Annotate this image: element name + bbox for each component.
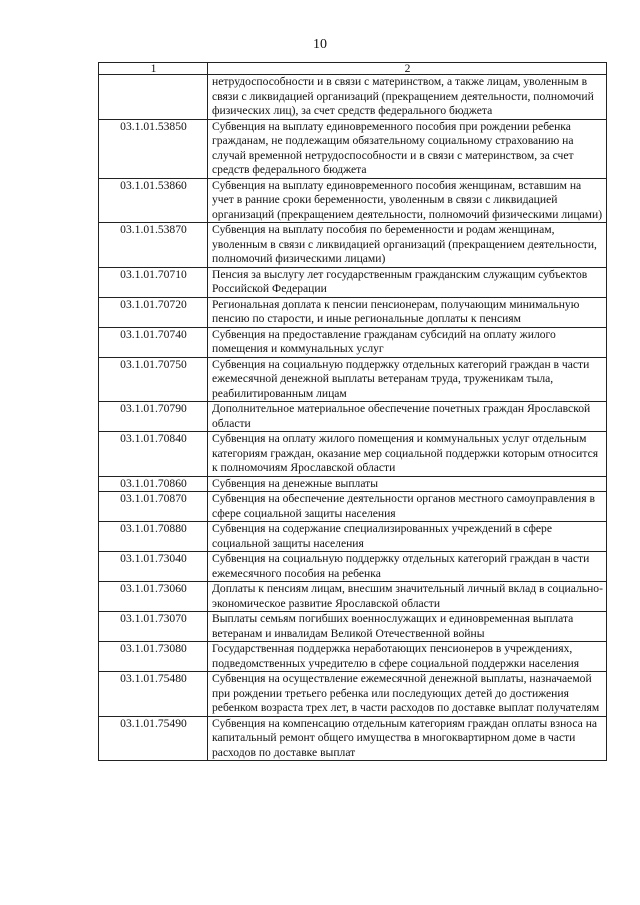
row-description: Субвенция на социальную поддержку отдельных категорий граждан в части ежемесячной денежной выплаты ветеранам труда, труженикам тыла, реабилитированным лицам (208, 357, 607, 402)
row-code: 03.1.01.53870 (99, 223, 208, 268)
row-description: Субвенция на выплату единовременного пособия женщинам, вставшим на учет в ранние сроки беременности, уволенным в связи с ликвидацией организаций (прекращением деятельности, полномочий физическими лицами) (208, 178, 607, 223)
row-code: 03.1.01.70720 (99, 297, 208, 327)
row-description: Субвенция на компенсацию отдельным категориям граждан оплаты взноса на капитальный ремонт общего имущества в многоквартирном доме в части расходов по доставке выплат (208, 716, 607, 761)
table-row (99, 357, 607, 402)
row-description: Государственная поддержка неработающих пенсионеров в учреждениях, подведомственных учредителю в сфере социальной поддержки населения (208, 642, 607, 672)
table-row (99, 522, 607, 552)
row-code: 03.1.01.75480 (99, 672, 208, 717)
row-code: 03.1.01.73040 (99, 552, 208, 582)
row-description: Субвенция на социальную поддержку отдельных категорий граждан в части ежемесячного пособия на ребенка (208, 552, 607, 582)
table-row (99, 432, 607, 477)
table-row (99, 119, 607, 178)
column-header-description: 2 (208, 63, 607, 75)
row-code: 03.1.01.73060 (99, 582, 208, 612)
table-row (99, 612, 607, 642)
row-code: 03.1.01.70750 (99, 357, 208, 402)
table-row (99, 476, 607, 492)
table-header-row (99, 63, 607, 75)
budget-classification-table (98, 62, 607, 761)
row-description: Региональная доплата к пенсии пенсионерам, получающим минимальную пенсию по старости, и иные региональные доплаты к пенсиям (208, 297, 607, 327)
table-row (99, 492, 607, 522)
table-row (99, 672, 607, 717)
row-code: 03.1.01.70860 (99, 476, 208, 492)
table-row (99, 552, 607, 582)
row-code: 03.1.01.73080 (99, 642, 208, 672)
column-header-code: 1 (99, 63, 208, 75)
row-code: 03.1.01.70710 (99, 267, 208, 297)
row-code: 03.1.01.73070 (99, 612, 208, 642)
row-description: Субвенция на осуществление ежемесячной денежной выплаты, назначаемой при рождении третьего ребенка или последующих детей до достижения ребенком возраста трех лет, в части расходов по доставке выплат получателям (208, 672, 607, 717)
row-description: Доплаты к пенсиям лицам, внесшим значительный личный вклад в социально-экономическое развитие Ярославской области (208, 582, 607, 612)
table-row (99, 402, 607, 432)
row-code (99, 75, 208, 120)
row-code: 03.1.01.53850 (99, 119, 208, 178)
row-code: 03.1.01.70870 (99, 492, 208, 522)
row-code: 03.1.01.75490 (99, 716, 208, 761)
row-code: 03.1.01.70790 (99, 402, 208, 432)
table-row (99, 178, 607, 223)
table-row (99, 716, 607, 761)
table-row (99, 642, 607, 672)
row-description: Субвенция на содержание специализированных учреждений в сфере социальной защиты населения (208, 522, 607, 552)
table-row (99, 297, 607, 327)
row-code: 03.1.01.70740 (99, 327, 208, 357)
row-code: 03.1.01.53860 (99, 178, 208, 223)
row-description: нетрудоспособности и в связи с материнством, а также лицам, уволенным в связи с ликвидацией организаций (прекращением деятельности, полномочий физических лиц), за счет средств федерального бюджета (208, 75, 607, 120)
row-description: Субвенция на выплату пособия по беременности и родам женщинам, уволенным в связи с ликвидацией организаций (прекращением деятельности, полномочий физическими лицами) (208, 223, 607, 268)
table-row (99, 267, 607, 297)
row-description: Субвенция на обеспечение деятельности органов местного самоуправления в сфере социальной защиты населения (208, 492, 607, 522)
row-description: Субвенция на выплату единовременного пособия при рождении ребенка гражданам, не подлежащим обязательному социальному страхованию на случай временной нетрудоспособности и в связи с материнством, за счет средств федерального бюджета (208, 119, 607, 178)
row-code: 03.1.01.70880 (99, 522, 208, 552)
row-description: Выплаты семьям погибших военнослужащих и единовременная выплата ветеранам и инвалидам Великой Отечественной войны (208, 612, 607, 642)
table-row (99, 582, 607, 612)
table-row (99, 223, 607, 268)
row-description: Субвенция на оплату жилого помещения и коммунальных услуг отдельным категориям граждан, оказание мер социальной поддержки которым относится к полномочиям Ярославской области (208, 432, 607, 477)
table-row (99, 327, 607, 357)
row-description: Субвенция на предоставление гражданам субсидий на оплату жилого помещения и коммунальных услуг (208, 327, 607, 357)
row-description: Субвенция на денежные выплаты (208, 476, 607, 492)
row-description: Дополнительное материальное обеспечение почетных граждан Ярославской области (208, 402, 607, 432)
row-code: 03.1.01.70840 (99, 432, 208, 477)
row-description: Пенсия за выслугу лет государственным гражданским служащим субъектов Российской Федерации (208, 267, 607, 297)
page-number: 10 (313, 37, 327, 52)
table-body (99, 75, 607, 761)
table-row (99, 75, 607, 120)
